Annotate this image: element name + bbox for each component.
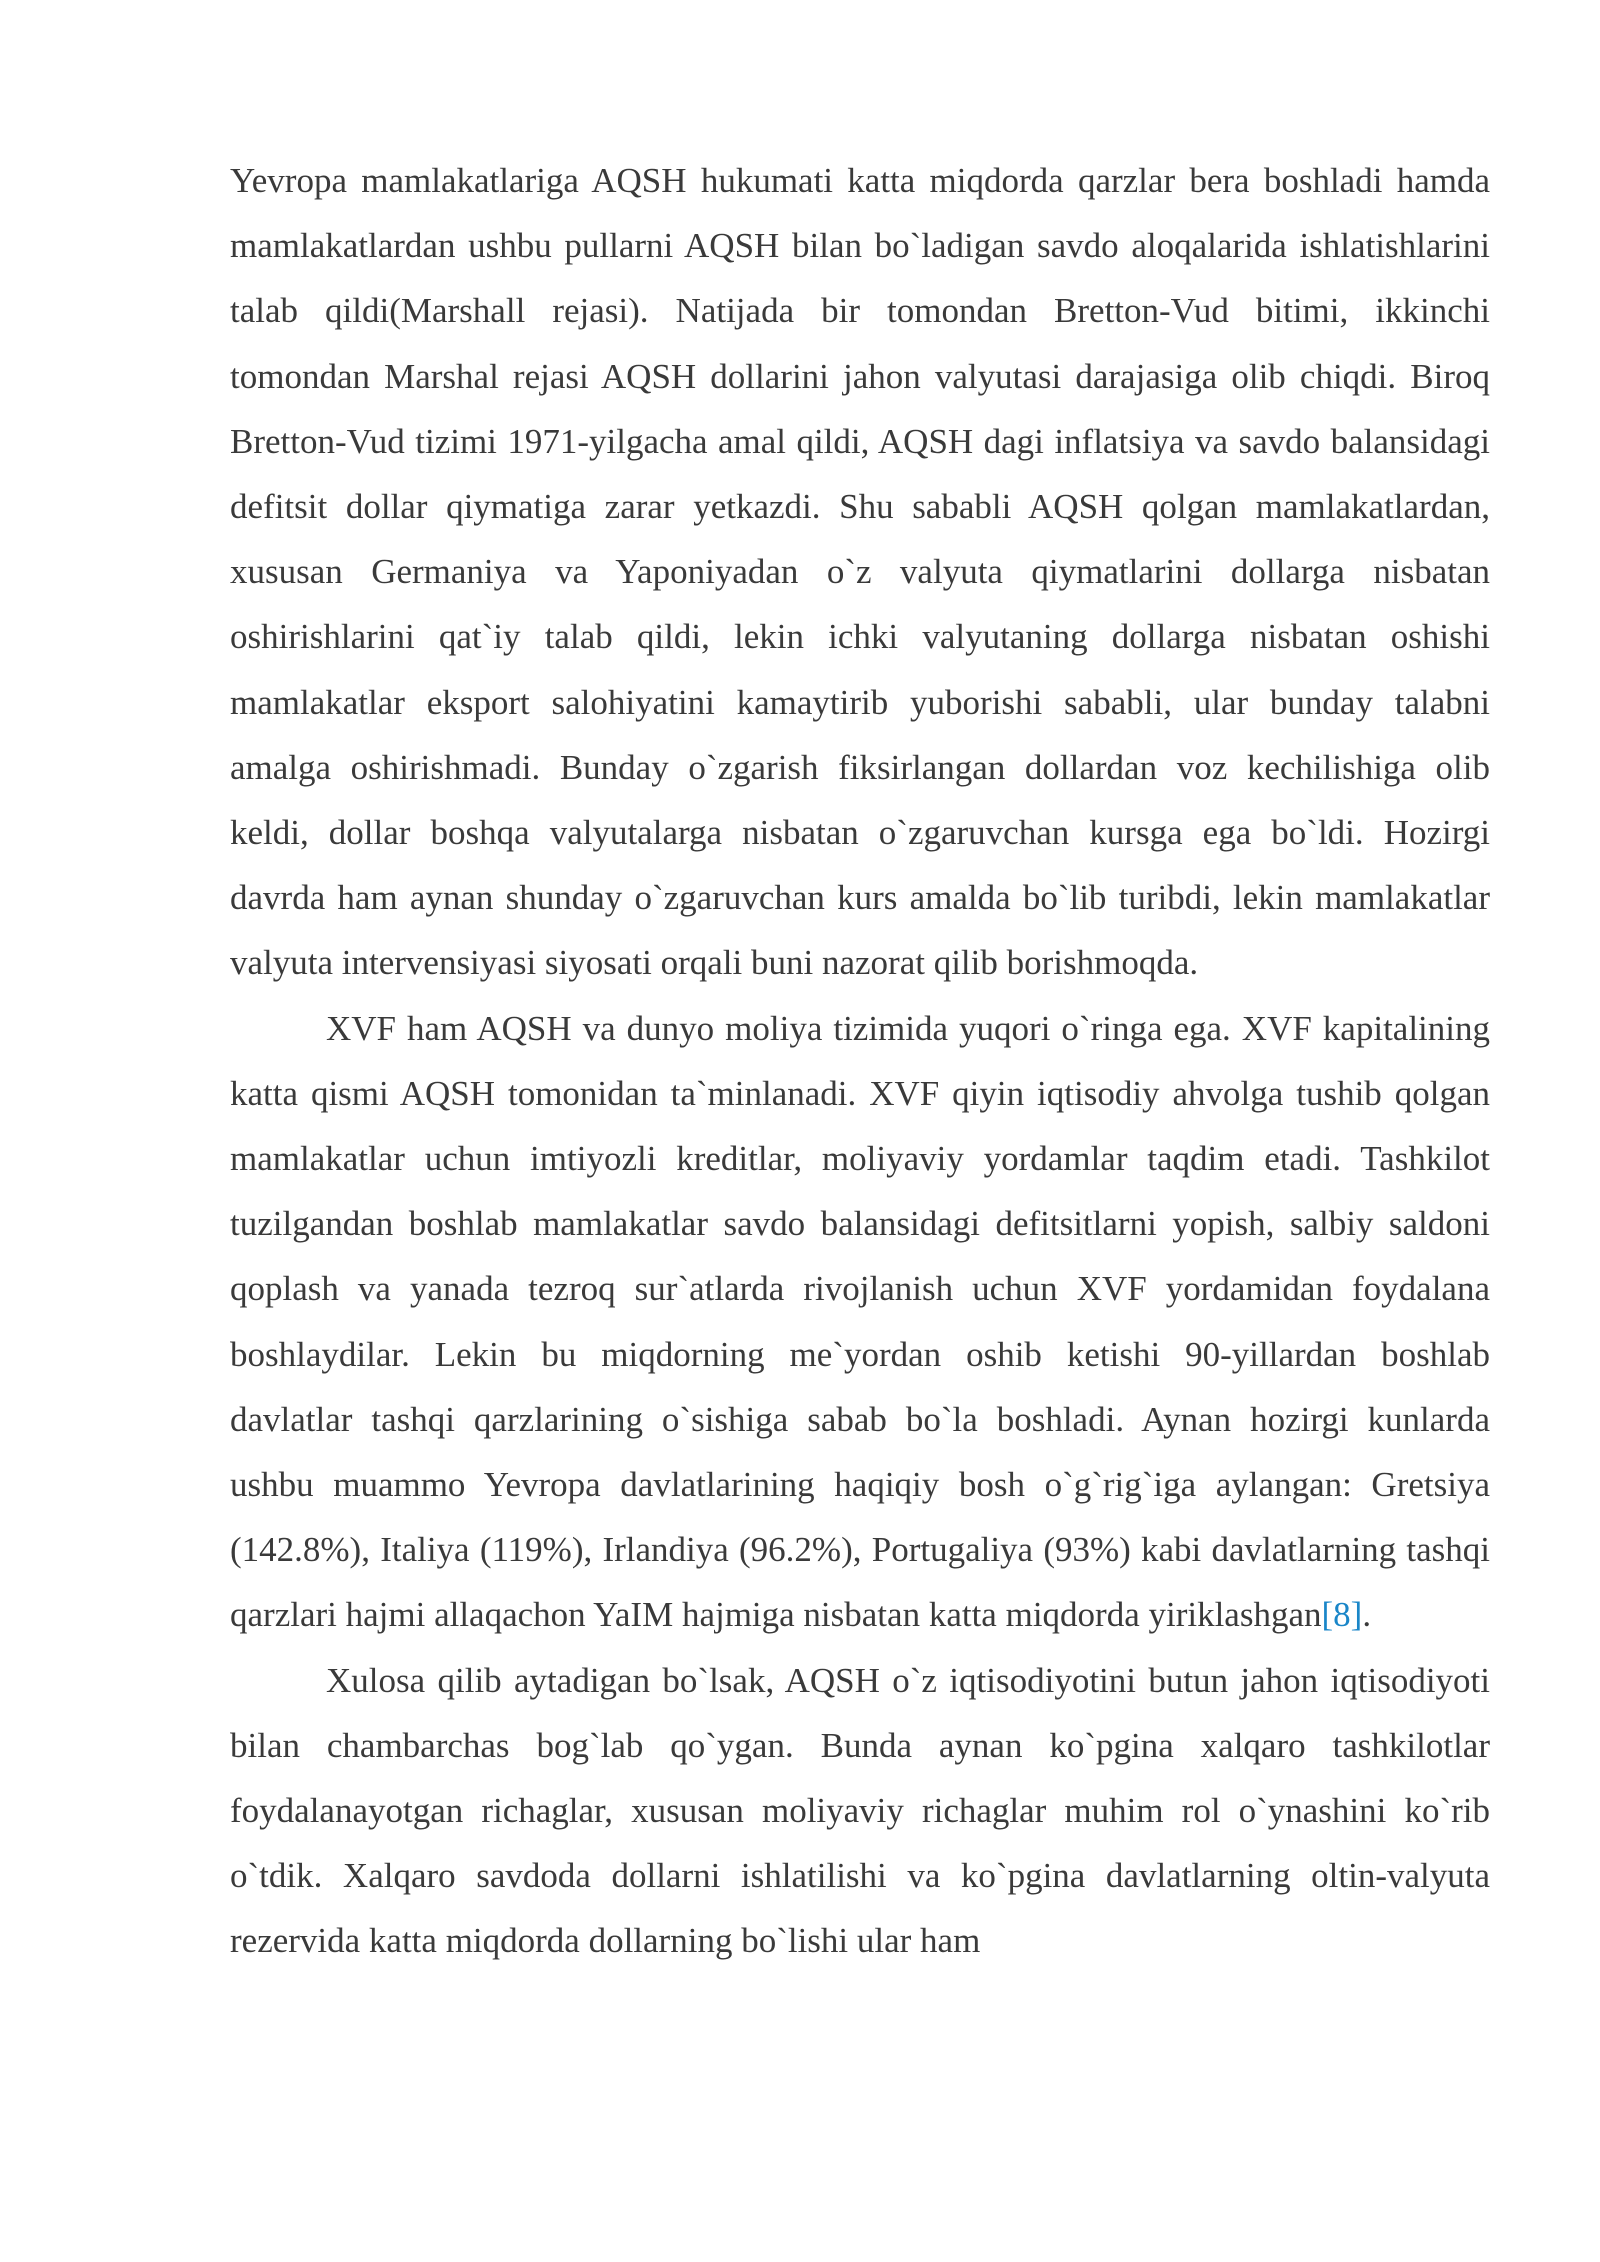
paragraph-text: Yevropa mamlakatlariga AQSH hukumati katta miqdorda qarzlar bera boshladi hamda mamlakatlardan ushbu pullarni AQSH bilan bo`ladigan savdo aloqalarida ishlatishlarini talab qildi(Marshall rejasi). Natijada bir tomondan Bretton-Vud bitimi, ikkinchi tomondan Marshal rejasi AQSH dollarini jahon valyutasi darajasiga olib chiqdi. Biroq Bretton-Vud tizimi 1971-yilgacha amal qildi, AQSH dagi inflatsiya va savdo balansidagi defitsit dollar qiymatiga zarar yetkazdi. Shu sababli AQSH qolgan mamlakatlardan, xususan Germaniya va Yaponiyadan o`z valyuta qiymatlarini dollarga nisbatan oshirishlarini qat`iy talab qildi, lekin ichki valyutaning dollarga nisbatan oshishi mamlakatlar eksport salohiyatini kamaytirib yuborishi sababli, ular bunday talabni amalga oshirishmadi. Bunday o`zgarish fiksirlangan dollardan voz kechilishiga olib keldi, dollar boshqa valyutalarga nisbatan o`zgaruvchan kursga ega bo`ldi. Hozirgi davrda ham aynan shunday o`zgaruvchan kurs amalda bo`lib turibdi, lekin mamlakatlar valyuta intervensiyasi siyosati orqali buni nazorat qilib borishmoqda. (230, 161, 1490, 983)
paragraph-text-end: . (1362, 1595, 1372, 1635)
paragraph-imf (230, 996, 1490, 1648)
paragraph-text: Xulosa qilib aytadigan bo`lsak, AQSH o`z iqtisodiyotini butun jahon iqtisodiyoti bilan chambarchas bog`lab qo`ygan. Bunda aynan ko`pgina xalqaro tashkilotlar foydalanayotgan richaglar, xususan moliyaviy richaglar muhim rol o`ynashini ko`rib o`tdik. Xalqaro savdoda dollarni ishlatilishi va ko`pgina davlatlarning oltin-valyuta rezervida katta miqdorda dollarning bo`lishi ular ham (230, 1660, 1490, 1961)
paragraph-marshall-plan (230, 148, 1490, 996)
paragraph-text: XVF ham AQSH va dunyo moliya tizimida yuqori o`ringa ega. XVF kapitalining katta qismi AQSH tomonidan ta`minlanadi. XVF qiyin iqtisodiy ahvolga tushib qolgan mamlakatlar uchun imtiyozli kreditlar, moliyaviy yordamlar taqdim etadi. Tashkilot tuzilgandan boshlab mamlakatlar savdo balansidagi defitsitlarni yopish, salbiy saldoni qoplash va yanada tezroq sur`atlarda rivojlanish uchun XVF yordamidan foydalana boshlaydilar. Lekin bu miqdorning me`yordan oshib ketishi 90-yillardan boshlab davlatlar tashqi qarzlarining o`sishiga sabab bo`la boshladi. Aynan hozirgi kunlarda ushbu muammo Yevropa davlatlarining haqiqiy bosh o`g`rig`iga aylangan: Gretsiya (142.8%), Italiya (119%), Irlandiya (96.2%), Portugaliya (93%) kabi davlatlarning tashqi qarzlari hajmi allaqachon YaIM hajmiga nisbatan katta miqdorda yiriklashgan (230, 1008, 1490, 1635)
paragraph-conclusion (230, 1648, 1490, 1974)
document-page (230, 148, 1490, 1974)
reference-link-8[interactable]: [8] (1321, 1595, 1363, 1635)
